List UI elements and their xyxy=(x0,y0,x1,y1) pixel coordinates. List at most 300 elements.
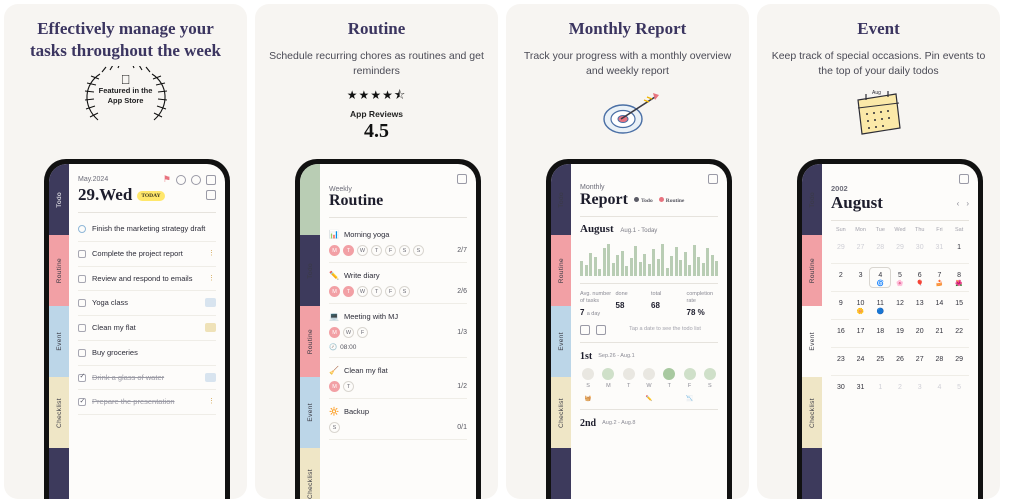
table-row[interactable] xyxy=(78,242,216,267)
page-title: Monthly Report xyxy=(568,19,687,38)
calendar-day-cell[interactable] xyxy=(890,380,910,399)
stat-label: done xyxy=(615,291,628,297)
star-rating-icon: ★★★★⯪ xyxy=(346,87,407,102)
day-label: S xyxy=(707,382,712,389)
calendar-day-number: 7 xyxy=(937,272,942,279)
sidebar-rail xyxy=(802,164,822,499)
badge-line-2: App Store xyxy=(107,95,144,105)
checkbox-icon[interactable] xyxy=(78,275,86,283)
stat-done xyxy=(616,291,648,317)
table-row[interactable] xyxy=(78,390,216,415)
day-label: T xyxy=(627,382,631,389)
calendar-day-cell[interactable] xyxy=(851,352,871,371)
calendar-day-number: 28 xyxy=(935,356,944,363)
routine-name: Clean my flat xyxy=(343,366,388,375)
stat-number: 68 xyxy=(651,300,660,310)
calendar-day-cell[interactable] xyxy=(831,352,851,371)
report-content xyxy=(571,164,727,499)
panel-header xyxy=(757,4,1000,79)
priority-dots-icon: ⋮ xyxy=(208,249,216,257)
calendar-day-cell[interactable] xyxy=(949,352,969,371)
sidebar-item-todo[interactable] xyxy=(49,164,69,235)
checkbox-icon[interactable] xyxy=(78,299,86,307)
checkbox-icon[interactable] xyxy=(78,349,86,357)
routine-content xyxy=(320,164,476,499)
calendar-day-number: 30 xyxy=(915,244,924,251)
sidebar-rail xyxy=(551,164,571,499)
list-item[interactable] xyxy=(329,399,467,440)
calendar-day-cell[interactable] xyxy=(930,240,950,259)
day-chip[interactable]: T xyxy=(343,245,354,256)
calendar-day-cell[interactable] xyxy=(831,240,851,259)
day-chip[interactable]: M xyxy=(329,245,340,256)
sun-icon: 🔆 xyxy=(329,407,339,416)
bar xyxy=(603,248,606,276)
calendar-day-cell[interactable] xyxy=(890,352,910,371)
divider xyxy=(78,212,216,213)
calendar-day-cell[interactable] xyxy=(930,380,950,399)
day-label: M xyxy=(606,382,611,389)
calendar-day-number: 15 xyxy=(955,300,964,307)
calendar-day-cell[interactable] xyxy=(870,240,890,259)
calendar-year: 2002 xyxy=(831,184,848,193)
list-item[interactable] xyxy=(329,358,467,399)
bar xyxy=(585,265,588,276)
calendar-day-cell[interactable] xyxy=(949,268,969,287)
bar xyxy=(652,249,655,276)
sidebar-item-checklist[interactable] xyxy=(551,377,571,448)
calendar-day-cell[interactable] xyxy=(870,352,890,371)
priority-dots-icon: ⋮ xyxy=(208,398,216,406)
day-label: S xyxy=(586,382,590,389)
task-title: Buy groceries xyxy=(92,347,138,357)
clock-icon[interactable] xyxy=(176,175,186,185)
day-chips[interactable] xyxy=(329,245,467,256)
gallery-panel-event[interactable] xyxy=(757,4,1000,499)
target-arrow-icon xyxy=(595,89,661,139)
gallery-panel-report[interactable] xyxy=(506,4,749,499)
chart-icon[interactable] xyxy=(206,175,216,185)
icon-cell: 📉 xyxy=(686,395,693,402)
sidebar-item-checklist[interactable] xyxy=(300,448,320,499)
day-chip[interactable]: M xyxy=(329,327,340,338)
calendar-day-number: 5 xyxy=(957,384,962,391)
calendar-day-cell[interactable] xyxy=(831,268,851,287)
day-chip[interactable]: M xyxy=(329,286,340,297)
calendar-day-cell[interactable] xyxy=(851,380,871,399)
sidebar-item-label: Checklist xyxy=(557,397,565,428)
calendar-day-cell[interactable] xyxy=(831,380,851,399)
calendar-day-number: 6 xyxy=(917,272,922,279)
calendar-day-number: 22 xyxy=(955,328,964,335)
calendar-day-number: 2 xyxy=(898,384,902,391)
list-item[interactable] xyxy=(329,263,467,304)
date-text: 29.Wed xyxy=(78,185,133,204)
calendar-dow: Mon xyxy=(855,227,866,233)
divider xyxy=(580,342,718,343)
stat-value xyxy=(580,308,612,317)
day-chips[interactable] xyxy=(329,327,467,338)
day-bubble xyxy=(602,368,614,380)
week-day-bubbles[interactable] xyxy=(580,368,718,389)
event-emoji-icon: 🎈 xyxy=(915,281,924,287)
list-item[interactable] xyxy=(329,304,467,358)
day-chip[interactable]: S xyxy=(399,245,410,256)
calendar-day-cell[interactable] xyxy=(870,268,890,287)
progress-count: 1/3 xyxy=(457,329,467,336)
calendar-day-cell[interactable] xyxy=(870,380,890,399)
routine-head xyxy=(329,312,467,321)
sidebar-filler xyxy=(802,448,822,499)
sidebar-item-event[interactable] xyxy=(300,377,320,448)
calendar-day-cell[interactable] xyxy=(890,324,910,343)
stat-unit: a day xyxy=(586,310,601,317)
day-bubble xyxy=(704,368,716,380)
broom-icon: 🧹 xyxy=(329,366,339,375)
divider xyxy=(580,409,718,410)
calendar-day-cell[interactable] xyxy=(930,296,950,315)
sidebar-item-routine[interactable] xyxy=(300,306,320,377)
page-title: Effectively manage your tasks throughout the week xyxy=(30,19,221,60)
calendar-day-cell[interactable] xyxy=(949,324,969,343)
sidebar-filler xyxy=(551,448,571,499)
sidebar-item-label: Checklist xyxy=(808,397,816,428)
laurel-badge xyxy=(66,66,186,128)
chart-legend xyxy=(634,197,684,204)
table-row[interactable] xyxy=(78,217,216,242)
calendar-day-cell[interactable] xyxy=(910,352,930,371)
week-range: Sep.26 - Aug.1 xyxy=(598,353,635,360)
grid-icon[interactable] xyxy=(596,325,606,335)
day-chip[interactable]: F xyxy=(385,286,396,297)
day-cell[interactable] xyxy=(641,368,657,389)
sidebar-item-event[interactable] xyxy=(802,306,822,377)
target-icon[interactable] xyxy=(191,175,201,185)
task-title: Finish the marketing strategy draft xyxy=(92,224,206,233)
calendar-dow: Thu xyxy=(914,227,925,233)
page-subtitle: Track your progress with a monthly overview and weekly report xyxy=(523,49,732,77)
calendar-day-number: 4 xyxy=(937,384,942,391)
view-toggle-row[interactable] xyxy=(580,325,718,335)
day-cell[interactable] xyxy=(681,368,697,389)
routine-title: Routine xyxy=(329,192,384,209)
calendar-day-number: 18 xyxy=(876,328,885,335)
review-label: App Reviews xyxy=(350,108,403,119)
sidebar-item-label: Event xyxy=(557,332,565,351)
day-chips[interactable] xyxy=(329,381,467,392)
sidebar-item-event[interactable] xyxy=(49,306,69,377)
routine-head xyxy=(329,230,467,239)
toolbar-icons[interactable] xyxy=(163,174,216,185)
divider xyxy=(831,319,969,320)
calendar-grid[interactable] xyxy=(831,227,969,399)
legend-item-routine xyxy=(659,197,685,204)
bar xyxy=(657,259,660,276)
calendar-day-cell[interactable] xyxy=(949,380,969,399)
apple-logo-icon xyxy=(66,72,186,87)
week-header-2 xyxy=(580,418,718,429)
day-chip[interactable]: T xyxy=(343,286,354,297)
event-emoji-icon: 🌼 xyxy=(856,309,865,315)
checkbox-checked-icon[interactable] xyxy=(78,374,86,382)
month-name: August xyxy=(580,223,614,235)
calendar-day-number: 2 xyxy=(838,272,843,279)
stat-row xyxy=(580,291,718,317)
sidebar-item-label: Event xyxy=(306,403,314,422)
routine-time xyxy=(329,343,467,351)
routine-name: Morning yoga xyxy=(343,230,390,239)
bar xyxy=(621,251,624,277)
table-row[interactable] xyxy=(78,366,216,391)
calendar-day-number: 25 xyxy=(876,356,885,363)
attachment-icon xyxy=(205,323,216,332)
divider xyxy=(831,375,969,376)
bar xyxy=(612,263,615,276)
sidebar-item-routine[interactable] xyxy=(49,235,69,306)
checkbox-icon[interactable] xyxy=(78,250,86,258)
pencil-icon: ✏️ xyxy=(329,271,339,280)
bar xyxy=(684,252,687,276)
calendar-day-cell[interactable] xyxy=(851,268,871,287)
day-cell[interactable] xyxy=(600,368,616,389)
svg-text:Aug: Aug xyxy=(871,90,881,97)
target-badge xyxy=(506,83,749,145)
routine-eyebrow: Weekly xyxy=(329,186,352,193)
tap-hint: Tap a date to see the todo list xyxy=(629,326,701,333)
day-chip[interactable]: S xyxy=(399,286,410,297)
routine-name: Backup xyxy=(343,407,369,416)
calendar-day-number: 3 xyxy=(858,272,863,279)
day-chip[interactable]: T xyxy=(371,245,382,256)
week-header-1 xyxy=(580,351,718,362)
sidebar-item-top[interactable] xyxy=(300,164,320,235)
day-chip[interactable]: T xyxy=(343,381,354,392)
sidebar-item-todo[interactable] xyxy=(802,164,822,235)
day-label: W xyxy=(646,382,652,389)
day-chips[interactable] xyxy=(329,286,467,297)
sidebar-item-todo[interactable] xyxy=(300,235,320,306)
calendar-day-cell[interactable] xyxy=(949,240,969,259)
calendar-month-row xyxy=(831,193,969,213)
checkbox-circle-icon[interactable] xyxy=(78,225,86,233)
bar xyxy=(630,258,633,276)
chevron-left-icon[interactable]: ‹ xyxy=(956,198,960,208)
stat-number: 7 xyxy=(580,307,585,317)
calendar-day-cell[interactable] xyxy=(851,296,871,315)
sidebar-item-event[interactable] xyxy=(551,306,571,377)
calendar-day-number: 5 xyxy=(898,272,902,279)
sidebar-item-checklist[interactable] xyxy=(802,377,822,448)
calendar-day-cell[interactable] xyxy=(910,268,930,287)
settings-icon[interactable] xyxy=(457,174,467,184)
calendar-day-number: 10 xyxy=(856,300,865,307)
calendar-day-cell[interactable] xyxy=(851,324,871,343)
bar xyxy=(643,254,646,276)
sidebar-item-label: Routine xyxy=(808,257,816,284)
app-store-badge xyxy=(4,66,247,128)
divider xyxy=(831,263,969,264)
day-chip[interactable]: W xyxy=(357,286,368,297)
sidebar-item-todo[interactable] xyxy=(551,164,571,235)
progress-count: 0/1 xyxy=(457,424,467,431)
divider xyxy=(329,217,467,218)
sidebar-item-routine[interactable] xyxy=(551,235,571,306)
laptop-icon: 💻 xyxy=(329,312,339,321)
bar xyxy=(607,244,610,276)
calendar-day-cell[interactable] xyxy=(910,324,930,343)
calendar-content xyxy=(822,164,978,499)
calendar-day-cell[interactable] xyxy=(890,268,910,287)
event-emoji-icon: 🌀 xyxy=(876,281,885,287)
bar-chart-icon[interactable] xyxy=(580,325,590,335)
table-row[interactable] xyxy=(78,291,216,316)
sidebar-item-label: Todo xyxy=(55,191,63,208)
event-emoji-icon: 🌺 xyxy=(955,281,963,287)
report-eyebrow: Monthly xyxy=(580,184,605,191)
page-subtitle: Keep track of special occasions. Pin events to the top of your daily todos xyxy=(771,49,986,77)
calendar-day-cell[interactable] xyxy=(910,296,930,315)
list-view-icon[interactable] xyxy=(206,190,216,200)
event-emoji-icon: 🔵 xyxy=(876,309,885,315)
day-chip[interactable]: F xyxy=(357,327,368,338)
sidebar-item-checklist[interactable] xyxy=(49,377,69,448)
calendar-day-cell[interactable] xyxy=(831,296,851,315)
day-bubble xyxy=(684,368,696,380)
calendar-nav[interactable] xyxy=(957,199,969,208)
calendar-day-cell[interactable] xyxy=(910,380,930,399)
checkbox-checked-icon[interactable] xyxy=(78,398,86,406)
calendar-day-number: 14 xyxy=(935,300,944,307)
day-chip[interactable]: W xyxy=(343,327,354,338)
calendar-day-number: 29 xyxy=(836,244,845,251)
chevron-right-icon[interactable]: › xyxy=(966,198,969,208)
tag-icon[interactable]: ⚑ xyxy=(162,174,171,184)
bar xyxy=(639,262,642,276)
calendar-day-cell[interactable] xyxy=(831,324,851,343)
sidebar-item-routine[interactable] xyxy=(802,235,822,306)
day-chip[interactable]: S xyxy=(329,422,340,433)
app-screen-calendar xyxy=(802,164,978,499)
calendar-day-number: 29 xyxy=(896,244,904,251)
calendar-day-cell[interactable] xyxy=(870,296,890,315)
calendar-day-number: 26 xyxy=(896,356,904,363)
app-screen-routine xyxy=(300,164,476,499)
calendar-day-cell[interactable] xyxy=(949,296,969,315)
bar xyxy=(616,255,619,276)
panel-header xyxy=(4,4,247,62)
day-chips[interactable] xyxy=(329,422,467,433)
calendar-day-number: 11 xyxy=(876,300,884,307)
week-title: 1st xyxy=(580,350,593,362)
day-cell[interactable] xyxy=(661,368,677,389)
phone-mockup-report xyxy=(546,159,732,499)
calendar-day-number: 8 xyxy=(957,272,962,279)
table-row[interactable] xyxy=(78,316,216,341)
calendar-day-cell[interactable] xyxy=(910,240,930,259)
calendar-day-cell[interactable] xyxy=(870,324,890,343)
sidebar-item-label: Checklist xyxy=(55,397,63,428)
divider xyxy=(831,347,969,348)
month-range: Aug.1 - Today xyxy=(620,228,658,234)
table-row[interactable] xyxy=(78,341,216,366)
rating-badge xyxy=(255,83,498,145)
sidebar-rail xyxy=(49,164,69,499)
calendar-toolbar xyxy=(831,174,969,184)
calendar-day-cell[interactable] xyxy=(930,352,950,371)
month-label: May.2024 xyxy=(78,176,109,183)
sidebar-item-label: Routine xyxy=(557,257,565,284)
calendar-day-cell[interactable] xyxy=(930,268,950,287)
calendar-day-cell[interactable] xyxy=(890,296,910,315)
page-subtitle: Schedule recurring chores as routines and get reminders xyxy=(269,49,484,77)
checkbox-icon[interactable] xyxy=(78,324,86,332)
report-toolbar xyxy=(580,174,718,184)
report-title-text: Report xyxy=(580,191,628,208)
clock-icon: 🕗 xyxy=(329,344,338,351)
bar xyxy=(648,264,651,276)
bar xyxy=(598,269,601,276)
calendar-dow: Tue xyxy=(875,227,885,233)
calendar-badge xyxy=(757,83,1000,145)
day-cell[interactable] xyxy=(702,368,718,389)
calendar-icon[interactable] xyxy=(959,174,969,184)
time-label: 08:00 xyxy=(340,343,357,351)
stat-label: completion rate xyxy=(686,291,714,304)
sidebar-item-label: Event xyxy=(808,332,816,351)
day-chip[interactable]: T xyxy=(371,286,382,297)
table-row[interactable] xyxy=(78,267,216,292)
rating-block xyxy=(347,86,406,143)
todo-toolbar xyxy=(78,174,216,185)
bar xyxy=(580,261,583,276)
badge-line-1: Featured in the xyxy=(98,85,153,95)
day-label: T xyxy=(667,382,671,389)
day-chip[interactable]: W xyxy=(357,245,368,256)
stat-completion xyxy=(687,291,719,317)
calendar-day-number: 30 xyxy=(836,384,845,391)
task-title: Clean my flat xyxy=(92,323,136,332)
calendar-day-cell[interactable] xyxy=(851,240,871,259)
badge-text xyxy=(66,86,186,106)
calendar-day-number: 28 xyxy=(876,244,885,251)
day-cell[interactable] xyxy=(621,368,637,389)
legend-label: Todo xyxy=(640,197,653,204)
gallery-panel-tasks[interactable] xyxy=(4,4,247,499)
day-cell[interactable] xyxy=(580,368,596,389)
day-chip[interactable]: F xyxy=(385,245,396,256)
progress-count: 2/7 xyxy=(457,247,467,254)
calendar-icon[interactable] xyxy=(708,174,718,184)
calendar-day-cell[interactable] xyxy=(930,324,950,343)
sidebar-filler xyxy=(49,448,69,499)
day-chip[interactable]: M xyxy=(329,381,340,392)
list-item[interactable] xyxy=(329,222,467,263)
sidebar-item-label: Todo xyxy=(557,191,565,208)
calendar-day-number: 16 xyxy=(836,328,845,335)
calendar-day-number: 19 xyxy=(896,328,904,335)
bar xyxy=(715,261,718,276)
divider xyxy=(580,216,718,217)
gallery-panel-routine[interactable] xyxy=(255,4,498,499)
day-chip[interactable]: S xyxy=(413,245,424,256)
day-bubble xyxy=(623,368,635,380)
calendar-day-cell[interactable] xyxy=(890,240,910,259)
calendar-day-number: 27 xyxy=(856,244,865,251)
calendar-dow: Sun xyxy=(835,227,846,233)
bar xyxy=(693,245,696,276)
day-bubble xyxy=(643,368,655,380)
calendar-day-number: 1 xyxy=(957,244,962,251)
